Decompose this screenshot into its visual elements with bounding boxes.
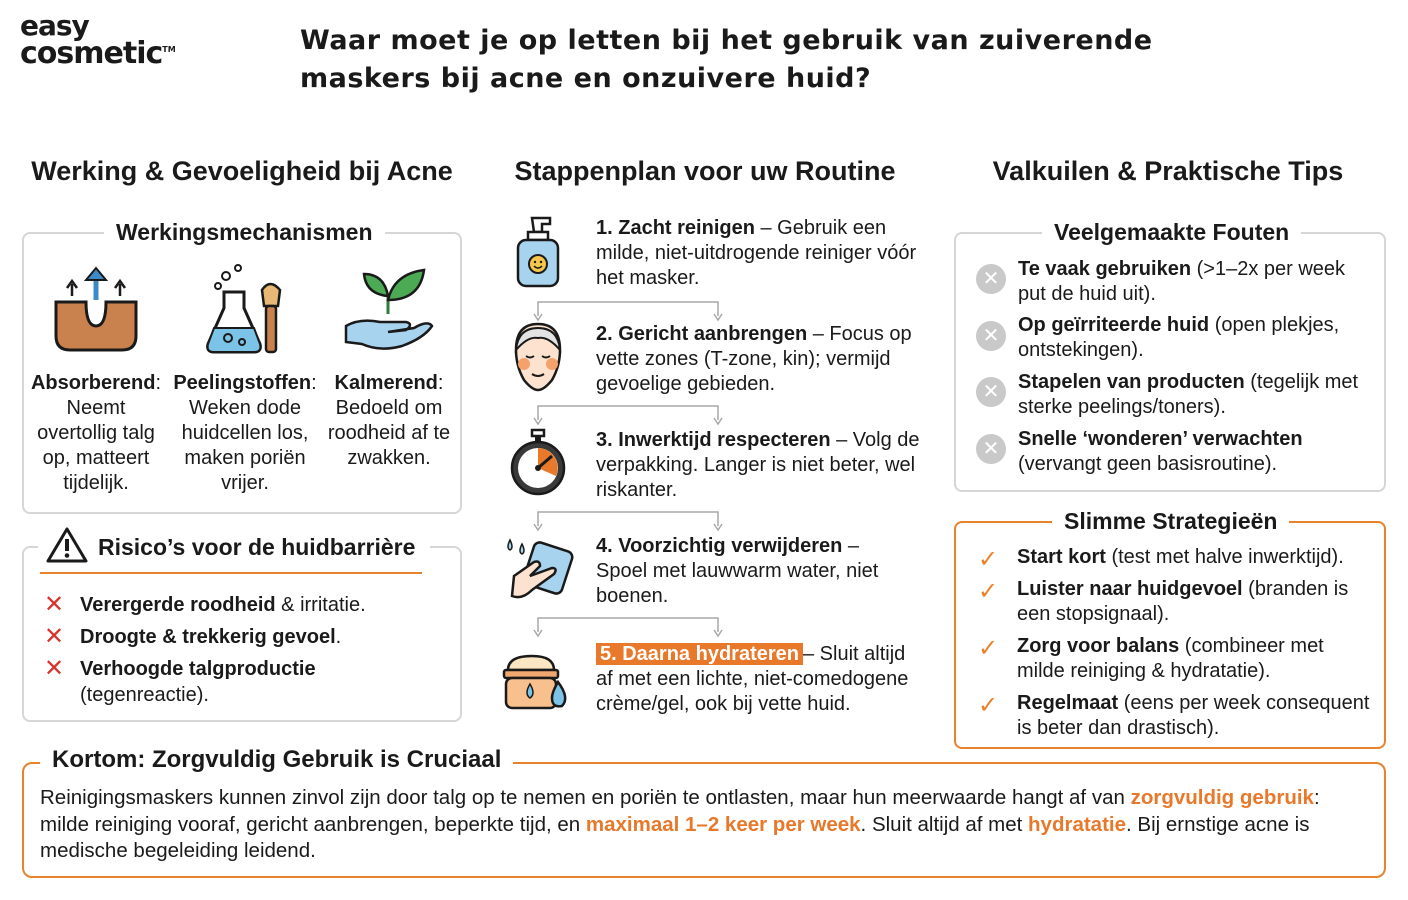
mistake-item [1018,370,1378,420]
mistake-bold: Op geïrriteerde huid [1018,314,1210,336]
step-title: 4. Voorzichtig verwijderen [596,535,843,557]
summary-part: . Bij ernstige acne is medische begeleiding leidend. [40,812,1310,862]
mech-absorberend: Absorberend: Neemt overtollig talg op, matteert tijdelijk. [30,372,162,494]
summary-label: Kortom: Zorgvuldig Gebruik is Cruciaal [40,746,513,774]
col3-heading: Valkuilen & Praktische Tips [992,156,1344,186]
page-title: Waar moet je op letten bij het gebruik van zuiverende maskers bij acne en onzuivere huid? [300,25,1153,94]
step-title: 1. Zacht reinigen [596,217,755,239]
mech-text: Weken dode huidcellen los, maken poriën vrijer. [181,397,309,494]
step-connector [530,402,726,428]
step-text: – Gebruik een milde, niet-uitdrogende reiniger vóór het masker. [596,217,917,289]
mech-name: Kalmerend [334,372,438,394]
logo-line1: easy [20,9,89,42]
step-connector [530,298,726,324]
x-circle-icon: ✕ [976,377,1006,407]
flask-brush-icon [200,262,292,356]
risk-rest: (tegenreactie). [80,684,209,706]
strategy-bold: Zorg voor balans [1017,635,1180,657]
risks-header [38,524,430,572]
cross-icon: ✕ [44,591,65,618]
step-3 [596,428,926,503]
mistake-bold: Te vaak gebruiken [1018,258,1192,280]
step-text: – Sluit altijd af met een lichte, niet-comedogene crème/gel, ook bij vette huid. [596,643,909,715]
strategy-bold: Luister naar huidgevoel [1017,578,1243,600]
step-4 [596,534,896,609]
stopwatch-icon [508,428,568,498]
mistake-item [1018,427,1378,477]
mistake-bold: Stapelen van producten [1018,371,1245,393]
step-text: – Volg de verpakking. Langer is niet beter, wel riskanter. [596,429,920,501]
strategy-bold: Regelmaat [1017,692,1119,714]
strategy-rest: (test met halve inwerktijd). [1105,546,1344,568]
strategy-item [1017,545,1382,570]
mistake-bold: Snelle ‘wonderen’ verwachten [1018,428,1303,450]
mistake-rest: (open plekjes, ontstekingen). [1018,314,1340,361]
mistake-rest: (>1–2x per week put de huid uit). [1018,258,1346,305]
hand-wash-icon [500,536,574,606]
mech-peelingstoffen: Peelingstoffen: Weken dode huidcellen los, maken poriën vrijer. [173,372,317,494]
strategy-item [1017,634,1337,684]
x-circle-icon: ✕ [976,264,1006,294]
mech-text: Bedoeld om roodheid af te zwakken. [327,397,451,469]
mistake-item [1018,313,1378,363]
brand-logo [20,9,176,71]
summary-highlight: hydratatie [1028,812,1127,836]
risk-rest: . [335,626,342,648]
summary-part: Reinigingsmaskers kunnen zinvol zijn door talg op te nemen en poriën te ontlasten, maar hun meerwaarde hangt af van [40,786,1131,809]
check-icon: ✓ [978,635,999,662]
strategy-bold: Start kort [1017,546,1106,568]
cross-icon: ✕ [44,623,65,650]
mistake-rest: (tegelijk met sterke peelings/toners). [1018,371,1359,418]
mech-name: Absorberend [30,372,156,394]
strategy-rest: (eens per week consequent is beter dan drastisch). [1017,692,1370,739]
summary-text [40,785,1370,865]
strategy-item [1017,691,1382,741]
hand-plant-icon [340,264,436,354]
step-connector [530,614,726,640]
step-text: – Spoel met lauwwarm water, niet boenen. [596,535,879,607]
mechanisms-label: Werkingsmechanismen [104,219,385,246]
step-title: 2. Gericht aanbrengen [596,323,808,345]
step-2 [596,322,926,397]
step-title-highlight: 5. Daarna hydrateren [596,643,803,665]
risks-underline [40,572,422,574]
risk-bold: Verergerde roodheid [80,594,276,616]
risk-rest: & irritatie. [275,594,366,616]
step-title: 3. Inwerktijd respecteren [596,429,831,451]
mistake-rest: (vervangt geen basisroutine). [1018,453,1278,475]
mech-text: Neemt overtollig talg op, matteert tijdelijk. [37,397,155,494]
summary-highlight: maximaal 1–2 keer per week [585,812,861,836]
summary-part: : milde reiniging vooraf, gericht aanbrengen, beperkte tijd, en [40,786,1320,836]
check-icon: ✓ [978,692,999,719]
logo-line2: cosmetic [20,36,163,71]
check-icon: ✓ [978,546,999,573]
col2-heading: Stappenplan voor uw Routine [514,156,896,186]
mech-kalmerend: Kalmerend: Bedoeld om roodheid af te zwakken. [327,372,451,469]
summary-highlight: zorgvuldig gebruik [1130,786,1314,809]
face-mask-icon [508,320,568,394]
warning-icon [46,526,88,564]
risk-bold: Droogte & trekkerig gevoel [80,626,336,648]
strategy-rest: (combineer met milde reiniging & hydratatie). [1017,635,1324,682]
summary-part: . Sluit altijd af met [860,812,1029,836]
x-circle-icon: ✕ [976,321,1006,351]
cross-icon: ✕ [44,655,65,682]
strategy-rest: (branden is een stopsignaal). [1017,578,1349,625]
strategy-item [1017,577,1357,627]
step-connector [530,508,726,534]
col1-heading: Werking & Gevoeligheid bij Acne [31,156,453,186]
risks-label: Risico’s voor de huidbarrière [98,534,416,560]
cream-jar-icon [500,648,574,712]
x-circle-icon: ✕ [976,434,1006,464]
mistakes-label: Veelgemaakte Fouten [1042,219,1301,246]
risk-bold: Verhoogde talgproductie [80,658,316,680]
step-text: – Focus op vette zones (T-zone, kin); vermijd gevoelige gebieden. [596,323,912,395]
mistake-item [1018,257,1378,307]
step-5 [596,642,926,717]
cleanser-bottle-icon [512,214,564,290]
step-1 [596,216,926,291]
strategies-label: Slimme Strategieën [1052,508,1289,535]
mech-name: Peelingstoffen [173,372,312,394]
absorb-icon [52,266,142,356]
logo-tm: TM [162,45,176,54]
check-icon: ✓ [978,578,999,605]
